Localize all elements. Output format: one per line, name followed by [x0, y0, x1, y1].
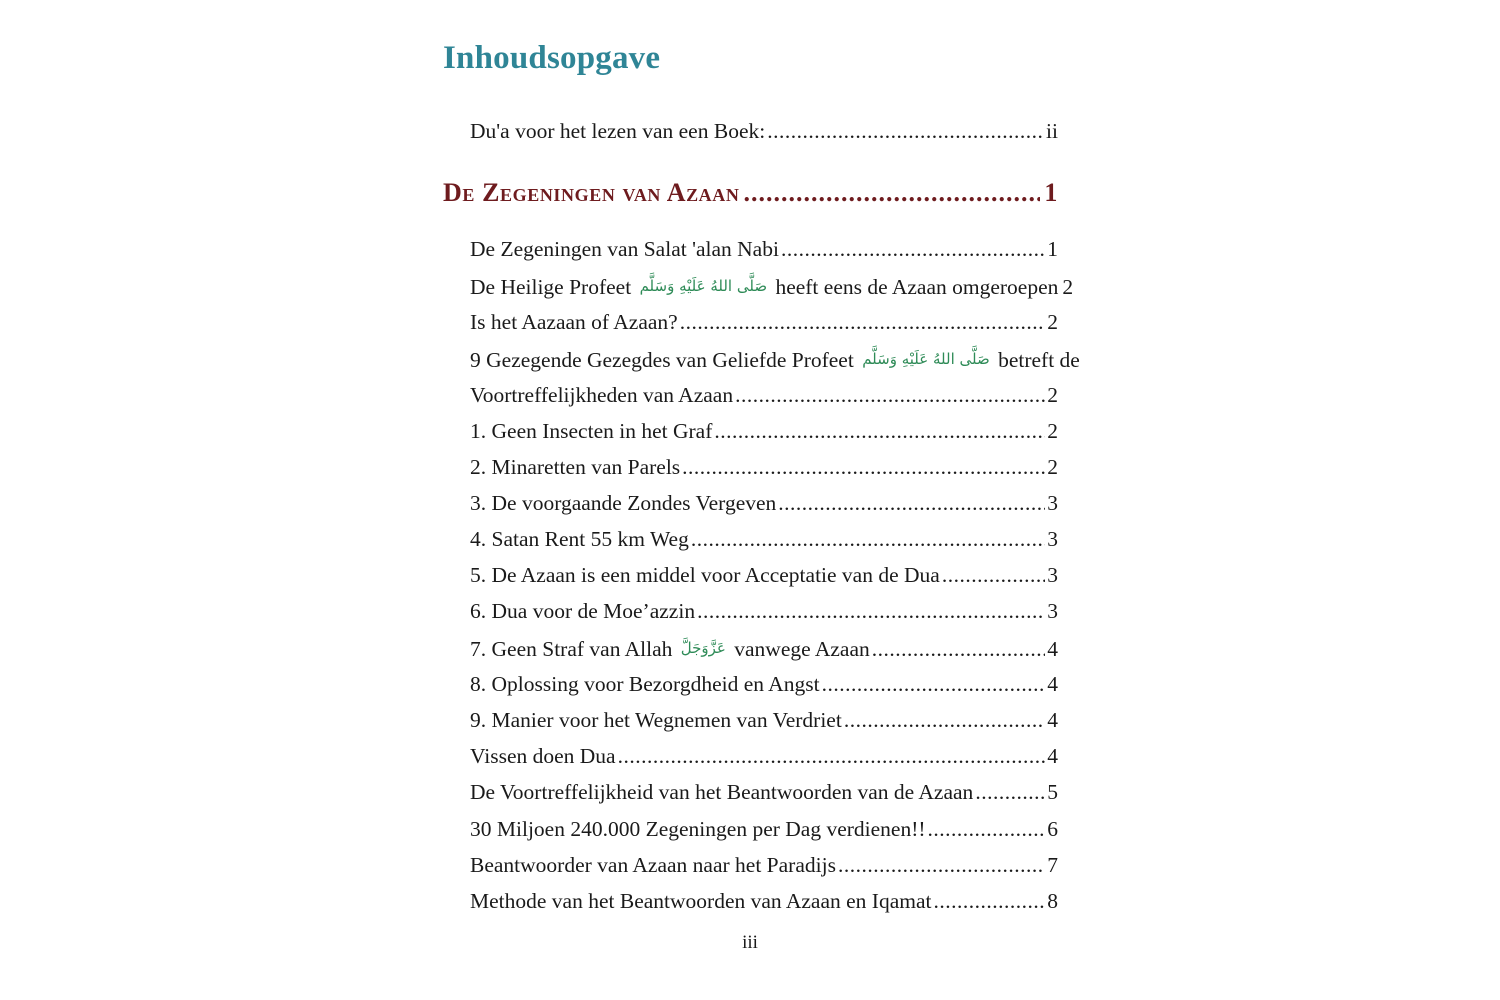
dot-leader [928, 814, 1046, 844]
dot-leader [735, 380, 1045, 410]
toc-entry-page: 1 [1047, 237, 1058, 261]
toc-entry-page: 2 [1047, 383, 1058, 407]
page-number: iii [742, 932, 758, 953]
honorific-calligraphy: صَلَّى اللهُ عَلَيْهِ وَسَلَّم [639, 277, 768, 295]
toc-entry[interactable] [470, 271, 1074, 301]
toc-entry-title: 8. Oplossing voor Bezorgdheid en Angst [470, 672, 820, 696]
dot-leader [697, 596, 1045, 626]
toc-entry-title [470, 271, 1058, 302]
toc-entry-title: De Voortreffelijkheid van het Beantwoorden van de Azaan [470, 780, 974, 804]
toc-entry-title-part: De Heilige Profeet [470, 275, 637, 299]
dot-leader [822, 669, 1046, 699]
dot-leader [933, 886, 1045, 916]
toc-entry-title: 9. Manier voor het Wegnemen van Verdriet [470, 708, 842, 732]
toc-entry[interactable] [470, 777, 1058, 807]
dot-leader [714, 416, 1045, 446]
toc-entry-page: 7 [1047, 853, 1058, 877]
toc-entry-page: 2 [1047, 455, 1058, 479]
dot-leader [975, 777, 1045, 807]
dot-leader [682, 452, 1045, 482]
toc-entry[interactable] [470, 850, 1058, 880]
toc-entry-page: 2 [1062, 275, 1074, 299]
toc-entry-page: 2 [1047, 419, 1058, 443]
toc-entry[interactable] [470, 669, 1058, 699]
toc-entry[interactable] [470, 488, 1058, 518]
toc-entry[interactable] [470, 524, 1058, 554]
toc-entry[interactable] [470, 886, 1058, 916]
toc-entry-title: 2. Minaretten van Parels [470, 455, 681, 479]
toc-entry-page: 2 [1047, 310, 1058, 334]
honorific-calligraphy: صَلَّى اللهُ عَلَيْهِ وَسَلَّم [862, 350, 990, 368]
dot-leader [781, 234, 1045, 264]
toc-entry-page: 4 [1047, 744, 1058, 768]
toc-entry-title: 5. De Azaan is een middel voor Acceptatie van de Dua [470, 563, 940, 587]
toc-entry-title: 4. Satan Rent 55 km Weg [470, 527, 689, 551]
dot-leader [743, 178, 1040, 208]
toc-entry-title-part: 7. Geen Straf van Allah [470, 637, 678, 661]
toc-entry[interactable] [470, 416, 1058, 446]
toc-entry[interactable] [470, 560, 1058, 590]
toc-entry[interactable] [470, 452, 1058, 482]
toc-entry-title: 6. Dua voor de Moe’azzin [470, 599, 696, 623]
toc-entry-page: 5 [1047, 780, 1058, 804]
dot-leader [872, 634, 1045, 664]
toc-entry-title: 3. De voorgaande Zondes Vergeven [470, 491, 777, 515]
toc-entry-title: 30 Miljoen 240.000 Zegeningen per Dag verdienen!! [470, 817, 926, 841]
dot-leader [618, 741, 1046, 771]
toc-entry-title: Vissen doen Dua [470, 744, 616, 768]
toc-entry[interactable] [470, 633, 1058, 663]
toc-entry-title: Voortreffelijkheden van Azaan [470, 383, 734, 407]
toc-entry-page: 6 [1047, 817, 1058, 841]
toc-entry[interactable] [470, 307, 1058, 337]
dot-leader [691, 524, 1045, 554]
dot-leader [838, 850, 1045, 880]
toc-entry-page: ii [1046, 119, 1058, 143]
toc-entry-page: 3 [1047, 563, 1058, 587]
toc-entry-page: 3 [1047, 599, 1058, 623]
page-title: Inhoudsopgave [443, 40, 661, 76]
toc-entry-title: Methode van het Beantwoorden van Azaan en Iqamat [470, 889, 932, 913]
toc-entry-title: Beantwoorder van Azaan naar het Paradijs [470, 853, 836, 877]
toc-entry-page: 4 [1047, 637, 1058, 661]
dot-leader [942, 560, 1045, 590]
dot-leader [778, 488, 1045, 518]
toc-entry[interactable] [470, 234, 1058, 264]
toc-entry-page: 8 [1047, 889, 1058, 913]
toc-entry-title: Is het Aazaan of Azaan? [470, 310, 678, 334]
toc-entry-first-line[interactable] [470, 344, 1080, 374]
toc-entry-page: 4 [1047, 672, 1058, 696]
toc-entry-page: 3 [1047, 527, 1058, 551]
dot-leader [680, 307, 1046, 337]
dot-leader [767, 116, 1044, 146]
toc-entry-title-part: betreft de [992, 348, 1080, 372]
section-title: De Zegeningen van Azaan [443, 178, 740, 207]
toc-entry-title: De Zegeningen van Salat 'alan Nabi [470, 237, 779, 261]
toc-section-heading[interactable] [443, 178, 1058, 218]
toc-entry-page: 4 [1047, 708, 1058, 732]
toc-entry-title-part: heeft eens de Azaan omgeroepen [770, 275, 1059, 299]
azza-wa-jal-calligraphy: عَزَّوَجَلَّ [680, 639, 726, 657]
dot-leader [844, 705, 1045, 735]
toc-entry-title: Du'a voor het lezen van een Boek: [470, 119, 766, 143]
toc-entry-title [470, 633, 870, 664]
toc-entry[interactable] [470, 705, 1058, 735]
toc-entry[interactable] [470, 596, 1058, 626]
toc-entry[interactable] [470, 380, 1058, 410]
section-page: 1 [1044, 178, 1058, 207]
toc-entry[interactable] [470, 741, 1058, 771]
toc-entry-title: 1. Geen Insecten in het Graf [470, 419, 713, 443]
toc-entry-title-part: 9 Gezegende Gezegdes van Geliefde Profeet [470, 348, 860, 372]
toc-entry-title-part: vanwege Azaan [728, 637, 870, 661]
toc-entry-intro[interactable] [470, 116, 1058, 146]
toc-entry-page: 3 [1047, 491, 1058, 515]
toc-entry[interactable] [470, 814, 1058, 844]
